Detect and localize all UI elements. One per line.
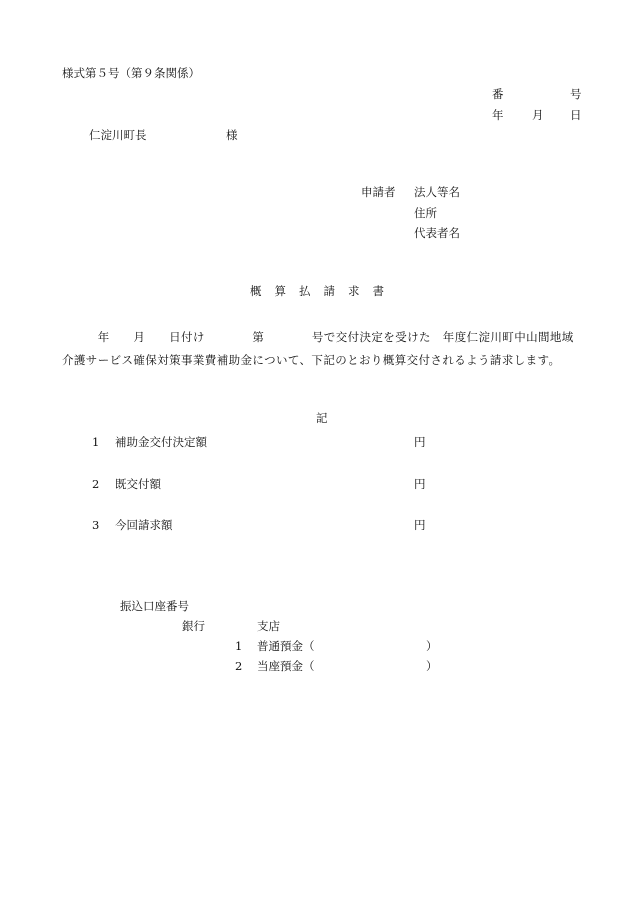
applicant-label: 申請者 (361, 185, 396, 199)
account-type-number: 2 (235, 659, 243, 673)
bank-label: 銀行 (182, 619, 205, 633)
account-type-current: 当座預金（ (257, 659, 315, 673)
bank-account-title: 振込口座番号 (120, 599, 189, 613)
number-label-left: 番 (492, 87, 504, 101)
account-close-paren: ） (426, 659, 438, 673)
account-type-number: 1 (235, 639, 243, 653)
title-char: 請 (323, 284, 335, 298)
item-number: 1 (92, 435, 100, 449)
addressee-name: 仁淀川町長 (89, 128, 147, 142)
item-unit: 円 (414, 435, 426, 449)
date-month-label: 月 (532, 108, 544, 122)
item-label-decision-amount: 補助金交付決定額 (115, 435, 207, 449)
title-char: 算 (274, 284, 286, 298)
title-char: 払 (299, 284, 311, 298)
item-label-current-request: 今回請求額 (115, 518, 173, 532)
form-label: 様式第５号（第９条関係） (62, 66, 200, 80)
account-close-paren: ） (426, 639, 438, 653)
item-unit: 円 (414, 518, 426, 532)
org-name-label: 法人等名 (414, 185, 460, 199)
date-year-label: 年 (492, 108, 504, 122)
title-char: 求 (348, 284, 360, 298)
title-char: 概 (250, 284, 262, 298)
item-unit: 円 (414, 477, 426, 491)
request-body-text: 年 月 日付け 第 号で交付決定を受けた 年度仁淀川町中山間地域介護サービス確保対策事業費補助金について、下記のとおり概算交付されるよう請求します。 (62, 330, 574, 367)
item-label-paid-amount: 既交付額 (115, 477, 161, 491)
branch-label: 支店 (257, 619, 280, 633)
title-char: 書 (372, 284, 384, 298)
item-number: 2 (92, 477, 100, 491)
date-day-label: 日 (570, 108, 582, 122)
representative-label: 代表者名 (414, 226, 460, 240)
account-type-ordinary: 普通預金（ (257, 639, 315, 653)
addressee-honorific: 様 (226, 128, 238, 142)
address-label: 住所 (414, 206, 437, 220)
item-number: 3 (92, 518, 100, 532)
number-label-right: 号 (570, 87, 582, 101)
document-title (250, 286, 397, 298)
ki-heading: 記 (316, 411, 328, 425)
